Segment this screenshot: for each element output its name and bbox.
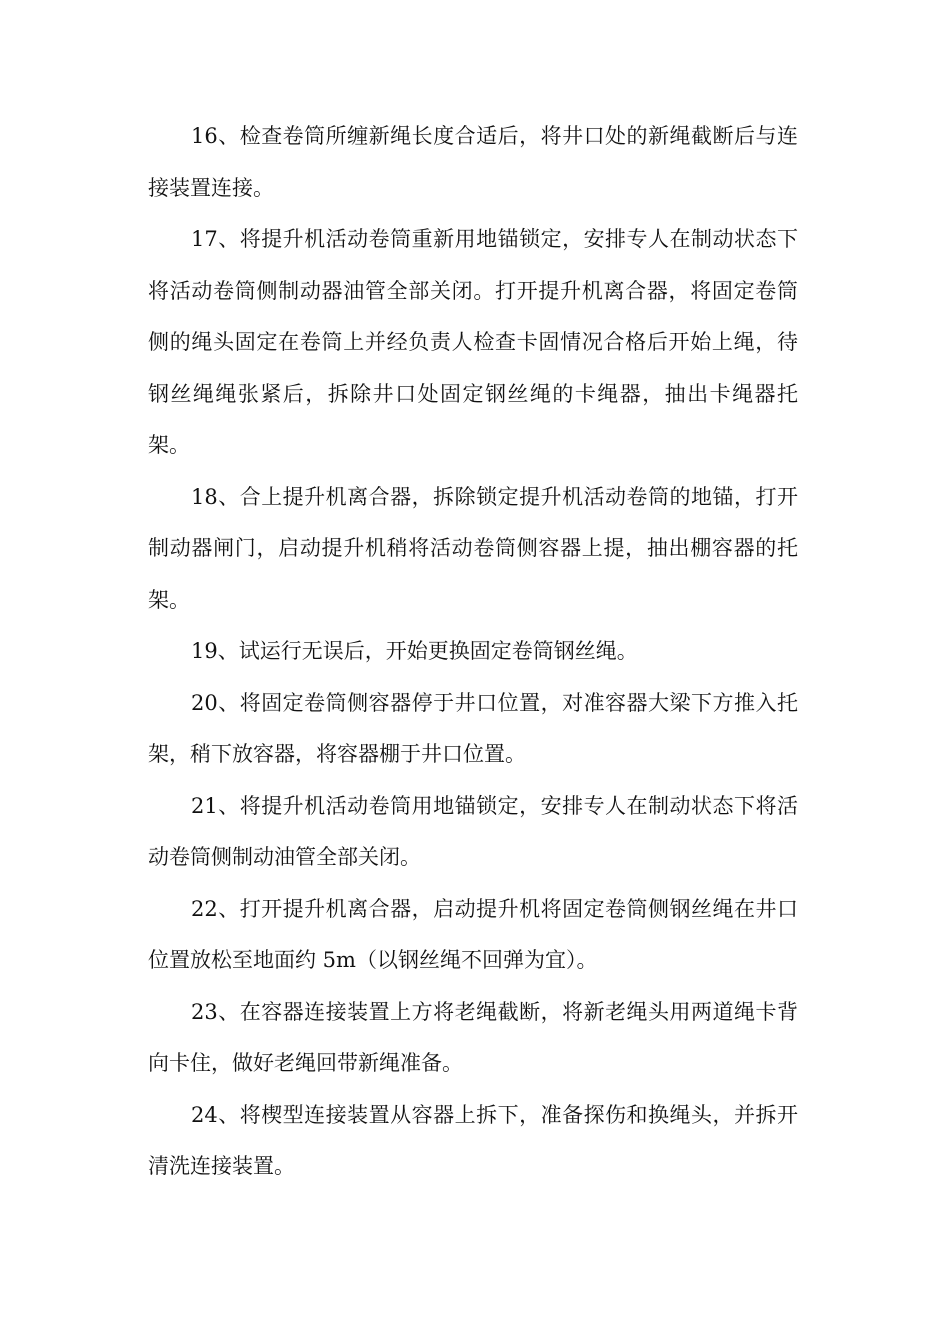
paragraph-step-20: 20、将固定卷筒侧容器停于井口位置，对准容器大梁下方推入托架，稍下放容器，将容器棚于井口位置。 <box>148 690 798 766</box>
paragraph-step-16: 16、检查卷筒所缠新绳长度合适后，将井口处的新绳截断后与连接装置连接。 <box>148 124 798 200</box>
paragraph-step-21: 21、将提升机活动卷筒用地锚锁定，安排专人在制动状态下将活动卷筒侧制动油管全部关闭。 <box>148 793 798 869</box>
paragraph-step-24: 24、将楔型连接装置从容器上拆下，准备探伤和换绳头，并拆开清洗连接装置。 <box>148 1102 798 1178</box>
paragraph-step-17: 17、将提升机活动卷筒重新用地锚锁定，安排专人在制动状态下将活动卷筒侧制动器油管全部关闭。打开提升机离合器，将固定卷筒侧的绳头固定在卷筒上并经负责人检查卡固情况合格后开始上绳，待钢丝绳绳张紧后，拆除井口处固定钢丝绳的卡绳器，抽出卡绳器托架。 <box>148 227 798 457</box>
document-body <box>148 111 798 1193</box>
paragraph-step-18: 18、合上提升机离合器，拆除锁定提升机活动卷筒的地锚，打开制动器闸门，启动提升机稍将活动卷筒侧容器上提，抽出棚容器的托架。 <box>148 484 798 612</box>
paragraph-step-22: 22、打开提升机离合器，启动提升机将固定卷筒侧钢丝绳在井口位置放松至地面约 5m（以钢丝绳不回弹为宜）。 <box>148 896 798 972</box>
paragraph-step-19: 19、试运行无误后，开始更换固定卷筒钢丝绳。 <box>191 639 638 663</box>
paragraph-step-23: 23、在容器连接装置上方将老绳截断，将新老绳头用两道绳卡背向卡住，做好老绳回带新绳准备。 <box>148 999 798 1075</box>
